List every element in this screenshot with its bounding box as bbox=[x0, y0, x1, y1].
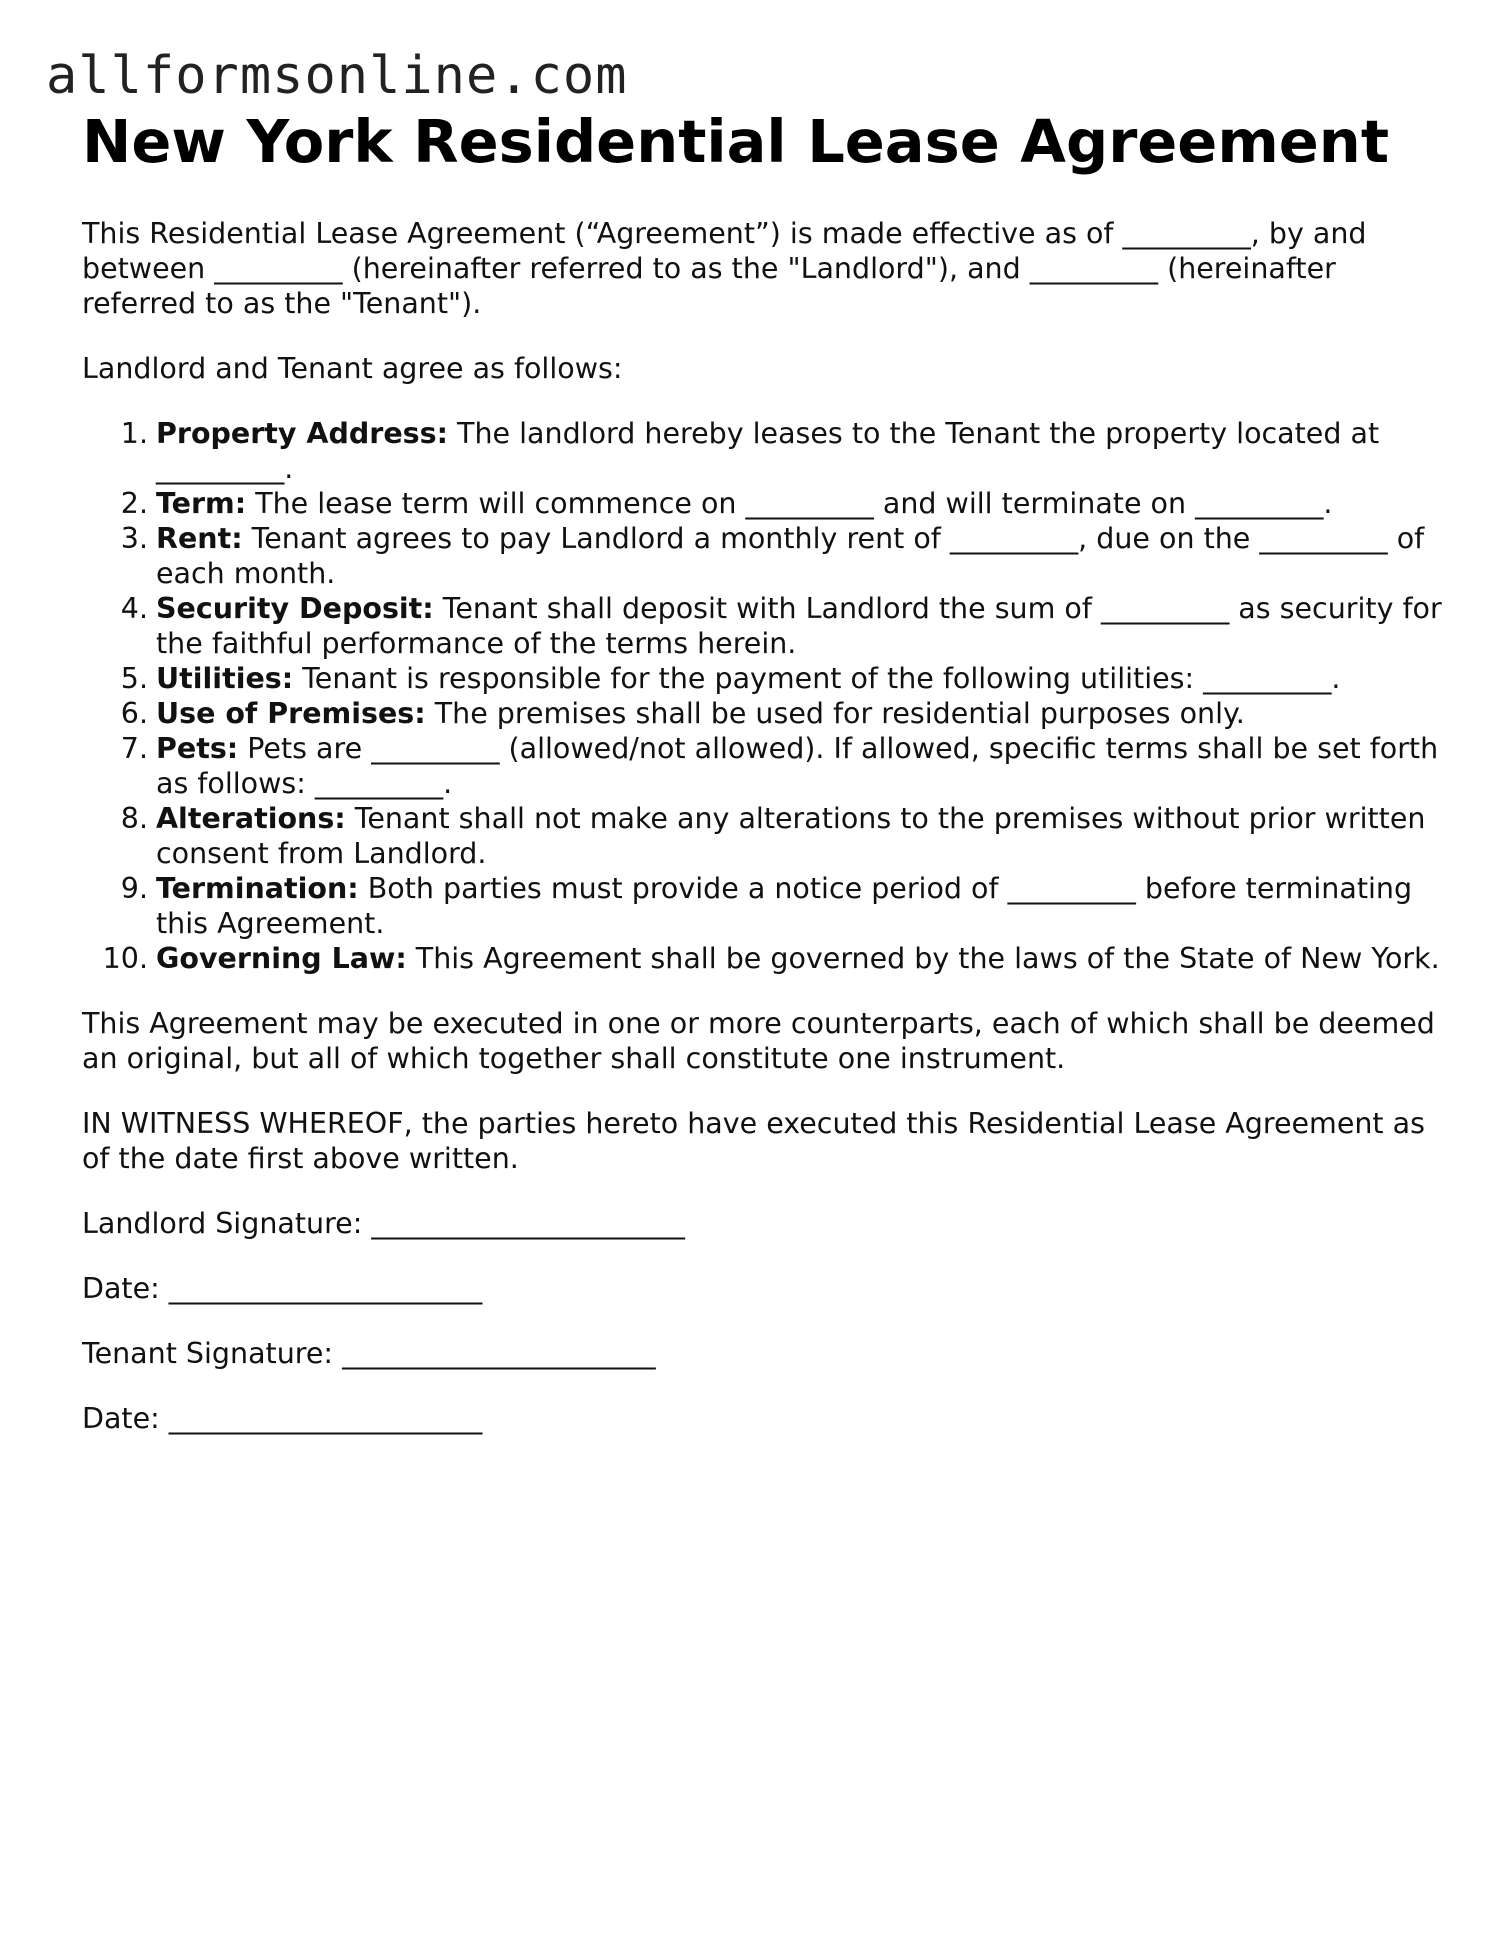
intro-paragraph: This Residential Lease Agreement (“Agreement”) is made effective as of _________, by and between _________ (hereinafter referred to as the "Landlord"), and _________ (hereinafter referred to as the "Tenant"). bbox=[82, 217, 1367, 320]
term-item bbox=[156, 416, 1442, 486]
term-item bbox=[156, 731, 1442, 801]
term-text: The landlord hereby leases to the Tenant the property located at _________. bbox=[156, 417, 1380, 485]
term-heading: Termination: bbox=[156, 872, 359, 905]
landlord-date-line: Date: ______________________ bbox=[82, 1272, 483, 1305]
tenant-date-line: Date: ______________________ bbox=[82, 1402, 483, 1435]
term-heading: Rent: bbox=[156, 522, 243, 555]
term-heading: Utilities: bbox=[156, 662, 294, 695]
term-text: Tenant shall not make any alterations to the premises without prior written consent from Landlord. bbox=[156, 802, 1426, 870]
term-text: The premises shall be used for residential purposes only. bbox=[425, 697, 1245, 730]
term-text: Tenant agrees to pay Landlord a monthly rent of _________, due on the _________ of each month. bbox=[156, 522, 1425, 590]
tenant-signature-line: Tenant Signature: ______________________ bbox=[82, 1337, 656, 1370]
terms-list bbox=[82, 416, 1442, 976]
term-text: Pets are _________ (allowed/not allowed). If allowed, specific terms shall be set forth as follows: _________. bbox=[156, 732, 1439, 800]
term-item bbox=[156, 941, 1442, 976]
site-watermark: allformsonline.com bbox=[46, 46, 628, 106]
term-item bbox=[156, 486, 1442, 521]
witness-paragraph: IN WITNESS WHEREOF, the parties hereto have executed this Residential Lease Agreement as of the date first above written. bbox=[82, 1107, 1425, 1175]
term-text: Tenant shall deposit with Landlord the sum of _________ as security for the faithful performance of the terms herein. bbox=[156, 592, 1442, 660]
term-heading: Use of Premises: bbox=[156, 697, 426, 730]
term-heading: Term: bbox=[156, 487, 247, 520]
agree-line: Landlord and Tenant agree as follows: bbox=[82, 352, 623, 385]
term-item bbox=[156, 591, 1442, 661]
term-heading: Alterations: bbox=[156, 802, 346, 835]
term-text: Both parties must provide a notice period of _________ before terminating this Agreement. bbox=[156, 872, 1413, 940]
term-item bbox=[156, 661, 1442, 696]
term-heading: Security Deposit: bbox=[156, 592, 434, 625]
term-item bbox=[156, 801, 1442, 871]
term-item bbox=[156, 521, 1442, 591]
document-title: New York Residential Lease Agreement bbox=[82, 107, 1390, 176]
term-item bbox=[156, 696, 1442, 731]
term-text: The lease term will commence on _________ and will terminate on _________. bbox=[246, 487, 1333, 520]
term-text: This Agreement shall be governed by the laws of the State of New York. bbox=[406, 942, 1440, 975]
term-heading: Property Address: bbox=[156, 417, 448, 450]
term-item bbox=[156, 871, 1442, 941]
landlord-signature-line: Landlord Signature: ______________________ bbox=[82, 1207, 685, 1240]
term-text: Tenant is responsible for the payment of the following utilities: _________. bbox=[293, 662, 1341, 695]
term-heading: Pets: bbox=[156, 732, 239, 765]
document-body bbox=[82, 216, 1442, 1466]
counterparts-paragraph: This Agreement may be executed in one or more counterparts, each of which shall be deemed an original, but all of which together shall constitute one instrument. bbox=[82, 1007, 1435, 1075]
term-heading: Governing Law: bbox=[156, 942, 407, 975]
